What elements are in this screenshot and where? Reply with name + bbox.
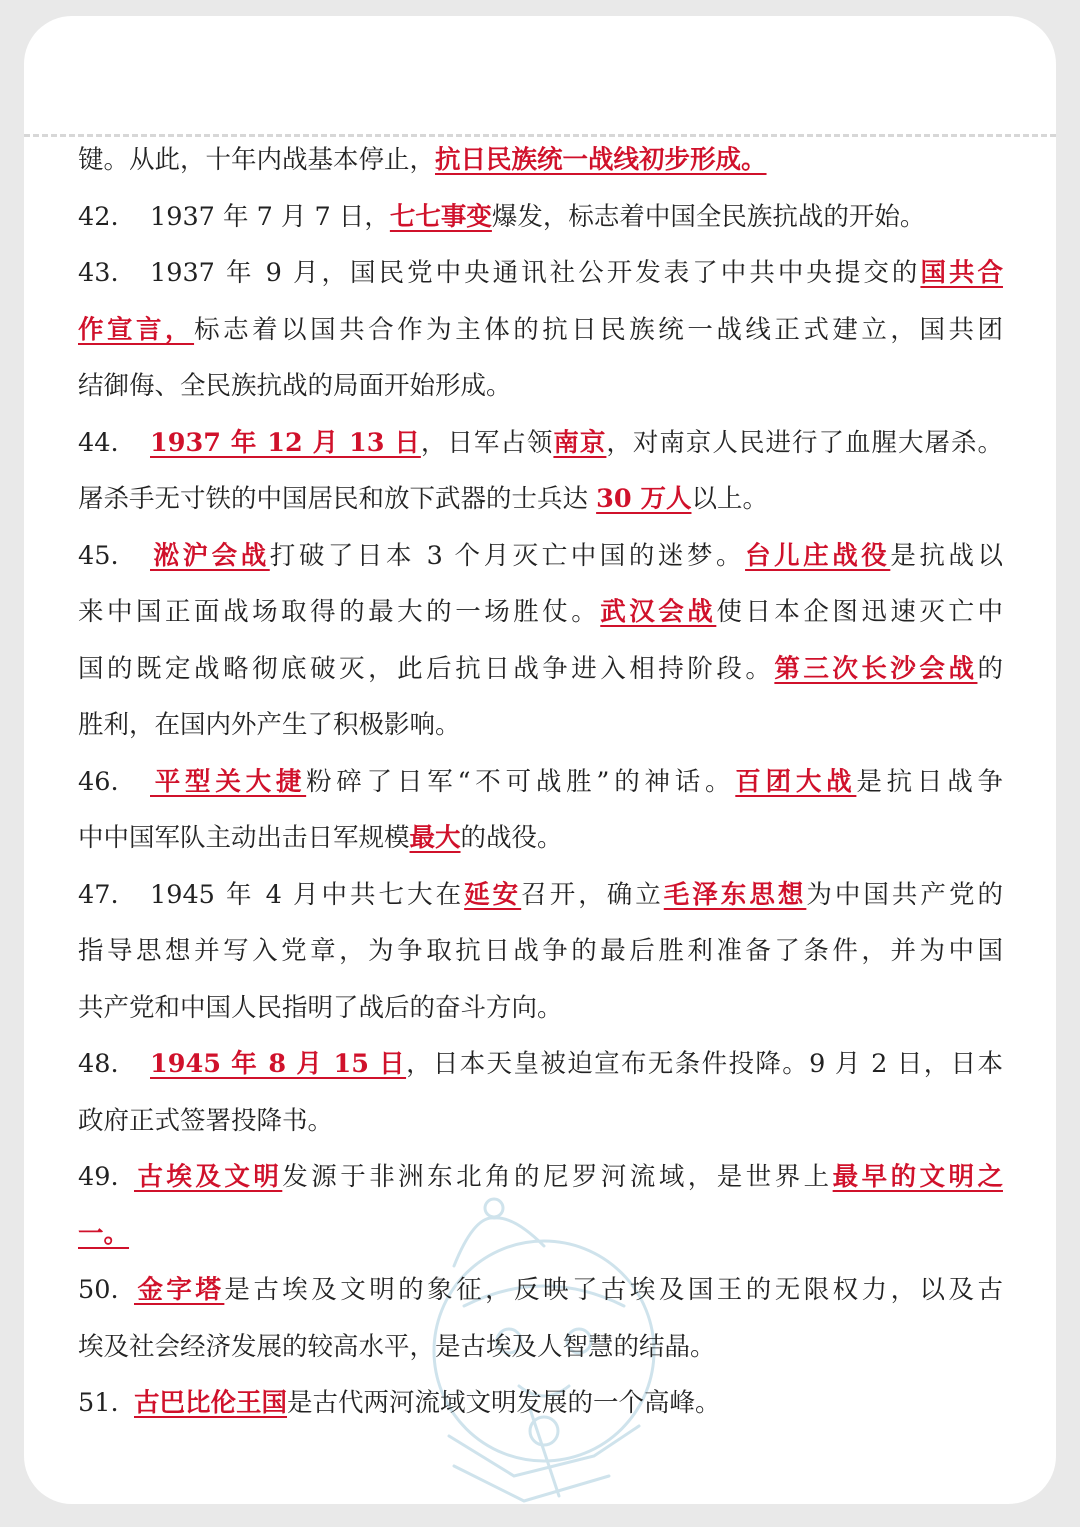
text-segment: 召开，确立 [521,879,664,910]
highlighted-term: 淞沪会战 [150,540,270,571]
list-item [78,754,1003,867]
text-segment: 是抗日战争 [856,766,1003,797]
text-line [78,1036,1003,1093]
item-number: 44. [78,427,119,458]
text-line [78,528,1003,585]
highlighted-term: 国共合 [920,258,1003,288]
text-segment: 1945 年 4 月中共七大在 [150,879,465,910]
text-segment: 屠杀手无寸铁的中国居民和放下武器的士兵达 [78,484,597,514]
item-number: 46. [78,766,119,797]
highlighted-term: 第三次长沙会战 [774,653,978,684]
text-segment: 粉碎了日军“不可战胜”的神话。 [306,766,736,797]
text-line [78,641,1003,698]
list-item [78,1262,1003,1375]
text-segment: ，对南京人民进行了血腥大屠杀。 [606,427,1003,458]
text-line [78,697,1003,754]
list-item [78,189,1003,246]
text-line [78,754,1003,811]
text-segment: 1937 年 9 月，国民党中央通讯社公开发表了中共中央提交的 [150,258,921,288]
text-segment: 国的既定战略彻底破灭，此后抗日战争进入相持阶段。 [78,653,775,684]
text-line [78,1206,1003,1263]
item-number: 48. [78,1049,119,1079]
text-segment: 是抗战以 [890,540,1003,571]
text-line [78,1262,1003,1319]
highlighted-term: 最大 [409,823,461,853]
highlighted-term: 南京 [553,427,607,458]
text-segment: 使日本企图迅速灭亡中 [716,597,1003,627]
text-line [78,189,1003,246]
text-line [78,132,1003,189]
text-segment: 的 [977,653,1003,684]
highlighted-term: 台儿庄战役 [745,540,891,571]
text-segment: 的战役。 [460,823,563,853]
text-segment: 以上。 [691,484,768,514]
text-segment: 爆发，标志着中国全民族抗战的开始。 [491,201,926,232]
text-line [78,245,1003,302]
list-item [78,1375,1003,1432]
text-line [78,302,1003,359]
item-number: 43. [78,258,119,288]
highlighted-term: 平型关大捷 [150,766,307,797]
item-number: 51. [78,1388,119,1418]
item-number: 47. [78,879,119,910]
list-item [78,1036,1003,1149]
item-number: 45. [78,540,119,571]
list-item [78,415,1003,528]
text-line [78,810,1003,867]
highlighted-term: 一。 [78,1218,130,1249]
text-segment: 中中国军队主动出击日军规模 [78,823,410,853]
list-item [78,867,1003,1037]
highlighted-term: 毛泽东思想 [663,879,807,910]
text-line [78,923,1003,980]
highlighted-term: 百团大战 [735,766,857,797]
text-segment: 共产党和中国人民指明了战后的奋斗方向。 [78,992,563,1023]
text-segment: 来中国正面战场取得的最大的一场胜仗。 [78,597,601,627]
text-line [78,867,1003,924]
text-segment: 结御侮、全民族抗战的局面开始形成。 [78,371,512,401]
highlighted-term: 1945 年 8 月 15 日 [150,1049,407,1079]
list-item [78,245,1003,415]
highlighted-term: 古埃及文明 [134,1162,283,1192]
text-line [78,471,1003,528]
text-segment: 政府正式签署投降书。 [78,1105,334,1136]
text-segment: 是古埃及文明的象征，反映了古埃及国王的无限权力，以及古 [224,1275,1003,1305]
text-segment: 是古代两河流域文明发展的一个高峰。 [287,1388,721,1418]
highlighted-term: 武汉会战 [600,597,717,627]
text-segment: 胜利，在国内外产生了积极影响。 [78,710,461,740]
item-number: 50. [78,1275,119,1305]
text-segment: 标志着以国共合作为主体的抗日民族统一战线正式建立，国共团 [194,314,1003,345]
text-line [78,1319,1003,1376]
text-segment: ，日军占领 [420,427,554,458]
text-segment: ，日本天皇被迫宣布无条件投降。9 月 2 日，日本 [406,1049,1003,1079]
text-segment: 打破了日本 3 个月灭亡中国的迷梦。 [269,540,746,571]
text-segment: 指导思想并写入党章，为争取抗日战争的最后胜利准备了条件，并为中国 [78,936,1003,966]
highlighted-term: 抗日民族统一战线初步形成。 [435,145,767,175]
item-number: 49. [78,1162,119,1192]
text-line [78,1093,1003,1150]
highlighted-term: 最早的文明之 [832,1162,1003,1192]
text-line [78,980,1003,1037]
item-number: 42. [78,201,119,232]
text-line [78,1149,1003,1206]
list-item [78,528,1003,754]
highlighted-term: 七七事变 [389,201,492,232]
text-line [78,415,1003,472]
text-segment: 发源于非洲东北角的尼罗河流域，是世界上 [282,1162,833,1192]
list-item [78,1149,1003,1262]
content-area [78,132,1003,1432]
text-segment: 1937 年 7 月 7 日， [150,201,390,232]
highlighted-term: 古巴比伦王国 [134,1388,288,1418]
list-item [78,132,1003,189]
highlighted-term: 30 万人 [596,484,692,514]
text-line [78,1375,1003,1432]
document-page [24,16,1056,1504]
text-segment: 为中国共产党的 [806,879,1003,910]
highlighted-term: 1937 年 12 月 13 日 [150,427,421,458]
highlighted-term: 延安 [464,879,522,910]
text-line [78,358,1003,415]
text-segment: 埃及社会经济发展的较高水平，是古埃及人智慧的结晶。 [78,1331,716,1362]
text-line [78,584,1003,641]
text-segment: 键。从此，十年内战基本停止， [78,145,436,175]
highlighted-term: 作宣言， [78,314,195,345]
highlighted-term: 金字塔 [134,1275,225,1305]
